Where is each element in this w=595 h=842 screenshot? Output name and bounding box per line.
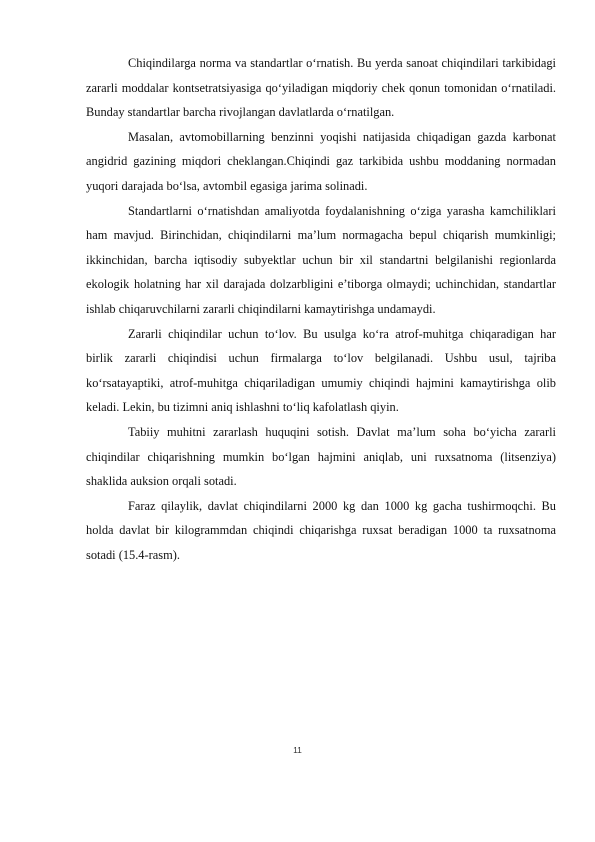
paragraph-emission-fee: Zararli chiqindilar uchun to‘lov. Bu usulga ko‘ra atrof-muhitga chiqaradigan har birlik zararli chiqindisi uchun firmalarga to‘lov belgilanadi. Ushbu usul, tajriba ko‘rsatayaptiki, atrof-muhitga chiqariladigan umumiy chiqindi hajmini kamaytirishga olib keladi. Lekin, bu tizimni aniq ishlashni to‘liq kafolatlash qiyin. [86,326,556,415]
paragraph-permit-example: Faraz qilaylik, davlat chiqindilarni 2000 kg dan 1000 kg gacha tushirmoqchi. Bu holda davlat bir kilogrammdan chiqindi chiqarishga ruxsat beradigan 1000 ta ruxsatnoma sotadi (15.4-rasm). [86,498,556,562]
paragraph-car-example: Masalan, avtomobillarning benzinni yoqishi natijasida chiqadigan gazda karbonat angidrid gazining miqdori cheklangan.Chiqindi gaz tarkibida ushbu moddaning normadan yuqori darajada bo‘lsa, avtombil egasiga jarima solinadi. [86,129,556,193]
paragraph-norms-standards: Chiqindilarga norma va standartlar o‘rnatish. Bu yerda sanoat chiqindilari tarkibidagi zararli moddalar kontsetratsiyasiga qo‘yiladigan miqdoriy chek qonun tomonidan o‘rnatiladi. Bunday standartlar barcha rivojlangan davlatlarda o‘rnatilgan. [86,56,556,120]
paragraph-standard-drawbacks: Standartlarni o‘rnatishdan amaliyotda foydalanishning o‘ziga yarasha kamchiliklari ham mavjud. Birinchidan, chiqindilarni ma’lum normagacha bepul chiqarish mumkinligi; ikkinchidan, barcha iqtisodiy subyektlar uchun bir xil standartni belgilanishi regionlarda ekologik holatning har xil darajada dolzarbligini e’tiborga olmaydi; uchinchidan, standartlar ishlab chiqaruvchilarni zararli chiqindilarni kamaytirishga undamaydi. [86,203,556,316]
page-number: 11 [293,745,302,755]
paragraph-selling-rights: Tabiiy muhitni zararlash huquqini sotish. Davlat ma’lum soha bo‘yicha zararli chiqindilar chiqarishning mumkin bo‘lgan hajmini aniqlab, uni ruxsatnoma (litsenziya) shaklida auksion orqali sotadi. [86,424,556,489]
document-body [86,51,556,567]
